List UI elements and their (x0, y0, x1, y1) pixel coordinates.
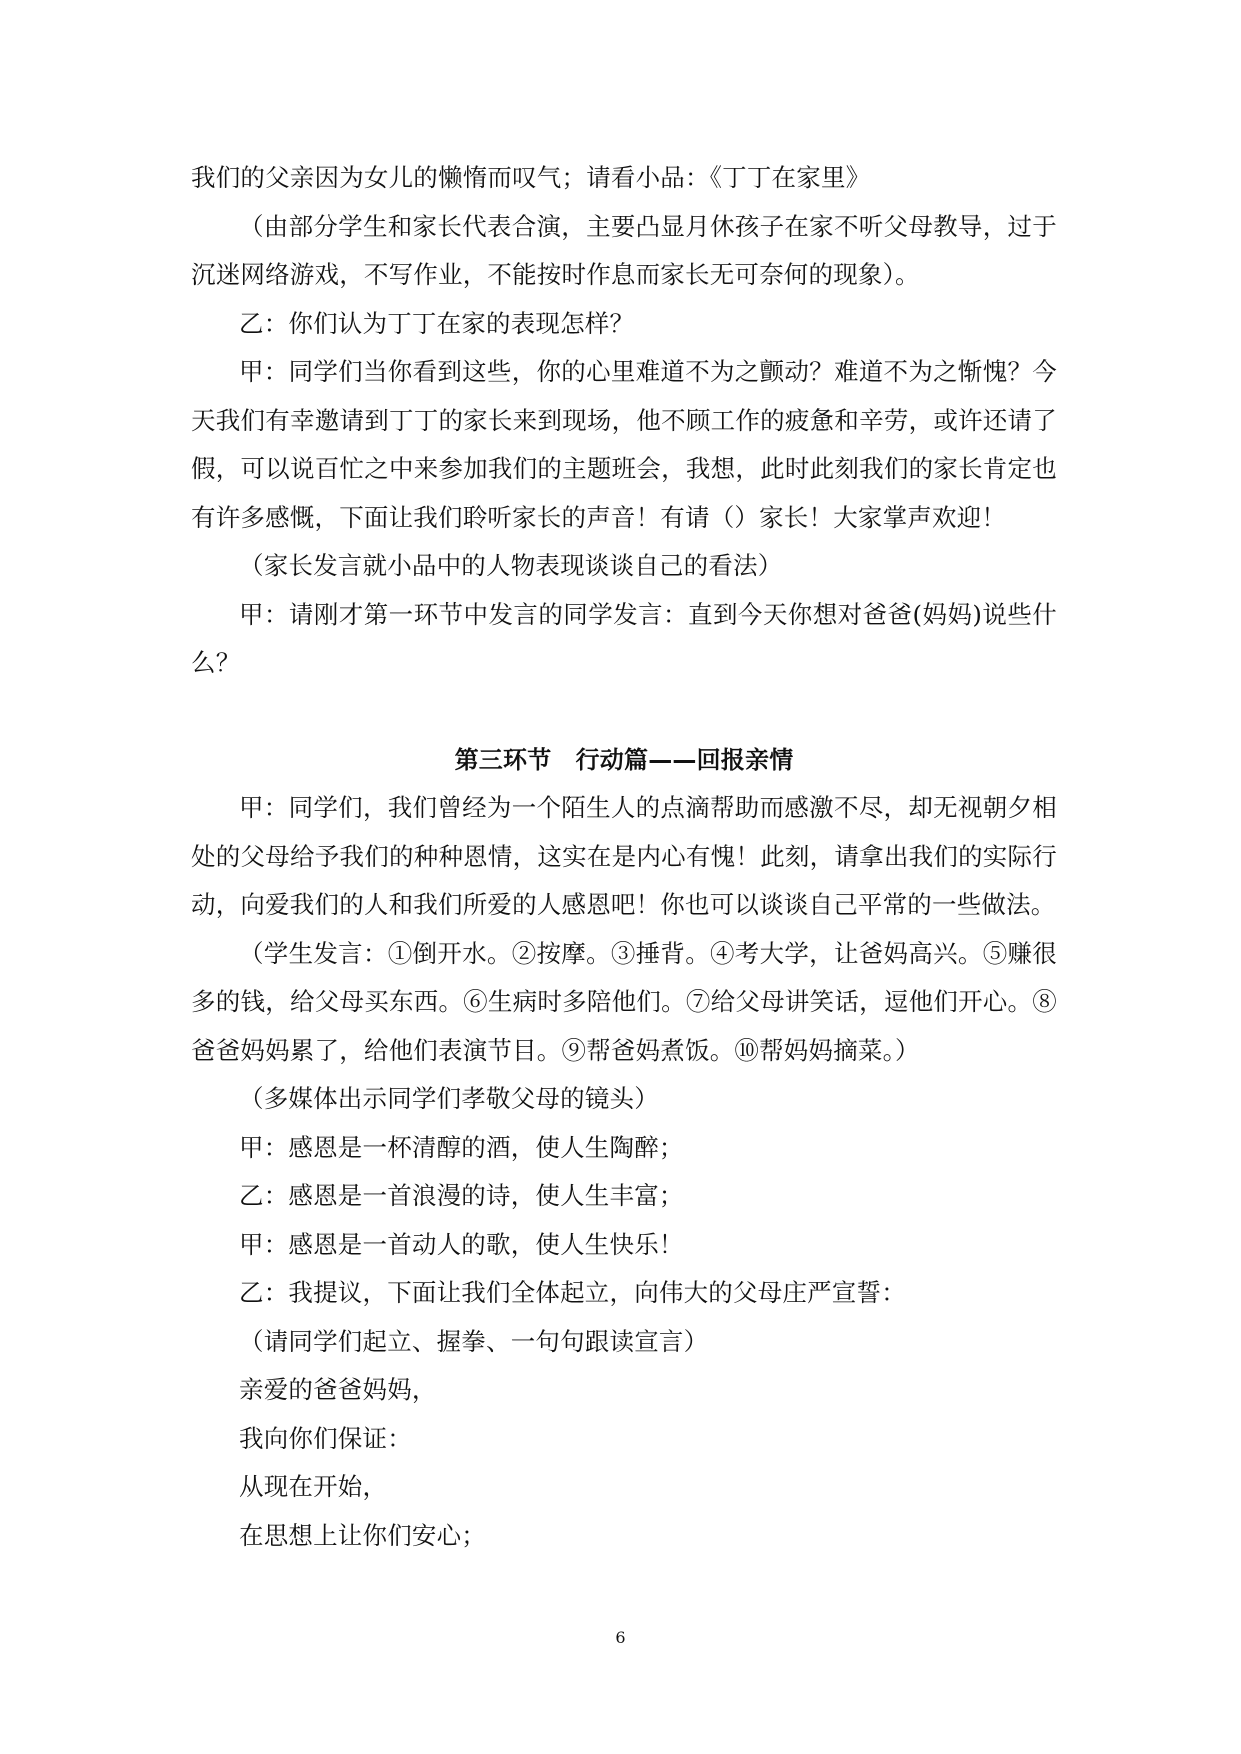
paragraph-jia-song: 甲：感恩是一首动人的歌，使人生快乐！ (239, 1229, 684, 1259)
paragraph-jia-student-speech: 甲：请刚才第一环节中发言的同学发言：直到今天你想对爸爸(妈妈)说些什么？ (191, 599, 1057, 677)
pledge-line: 在思想上让你们安心； (239, 1520, 486, 1550)
pledge-line: 我向你们保证： (239, 1423, 412, 1453)
paragraph-continuation: 我们的父亲因为女儿的懒惰而叹气；请看小品：《丁丁在家里》 (191, 163, 871, 192)
paragraph-pledge-instruction: （请同学们起立、握拳、一句句跟读宣言） (239, 1326, 709, 1356)
section-title: 第三环节 行动篇——回报亲情 (454, 745, 794, 774)
paragraph-jia-wine: 甲：感恩是一杯清醇的酒，使人生陶醉； (239, 1132, 684, 1162)
paragraph-student-responses: （学生发言：①倒开水。②按摩。③捶背。④考大学，让爸妈高兴。⑤赚很多的钱，给父母买东西。⑥生病时多陪他们。⑦给父母讲笑话，逗他们开心。⑧爸爸妈妈累了，给他们表演节目。⑨帮爸妈煮饭。⑩帮妈妈摘菜。） (191, 938, 1057, 1065)
paragraph-jia-gratitude: 甲：同学们，我们曾经为一个陌生人的点滴帮助而感激不尽，却无视朝夕相处的父母给予我们的种种恩情，这实在是内心有愧！此刻，请拿出我们的实际行动，向爱我们的人和我们所爱的人感恩吧！你也可以谈谈自己平常的一些做法。 (191, 793, 1057, 919)
page-number: 6 (615, 1628, 626, 1647)
pledge-line: 亲爱的爸爸妈妈， (239, 1375, 437, 1404)
document-body (191, 154, 1057, 1560)
paragraph-multimedia-note: （多媒体出示同学们孝敬父母的镜头） (239, 1084, 659, 1113)
pledge-line: 从现在开始， (239, 1472, 388, 1501)
paragraph-jia-invite-parent: 甲：同学们当你看到这些，你的心里难道不为之颤动？难道不为之惭愧？今天我们有幸邀请到丁丁的家长来到现场，他不顾工作的疲惫和辛劳，或许还请了假，可以说百忙之中来参加我们的主题班会，我想，此时此刻我们的家长肯定也有许多感慨，下面让我们聆听家长的声音！有请（）家长！大家掌声欢迎！ (191, 357, 1057, 532)
paragraph-yi-poem: 乙：感恩是一首浪漫的诗，使人生丰富； (239, 1181, 684, 1210)
paragraph-parent-speech-note: （家长发言就小品中的人物表现谈谈自己的看法） (239, 551, 783, 580)
paragraph-yi-question: 乙：你们认为丁丁在家的表现怎样？ (239, 308, 635, 338)
paragraph-yi-proposal: 乙：我提议，下面让我们全体起立，向伟大的父母庄严宣誓： (239, 1278, 906, 1307)
paragraph-skit-note: （由部分学生和家长代表合演，主要凸显月休孩子在家不听父母教导，过于沉迷网络游戏，不写作业，不能按时作息而家长无可奈何的现象）。 (191, 211, 1057, 289)
